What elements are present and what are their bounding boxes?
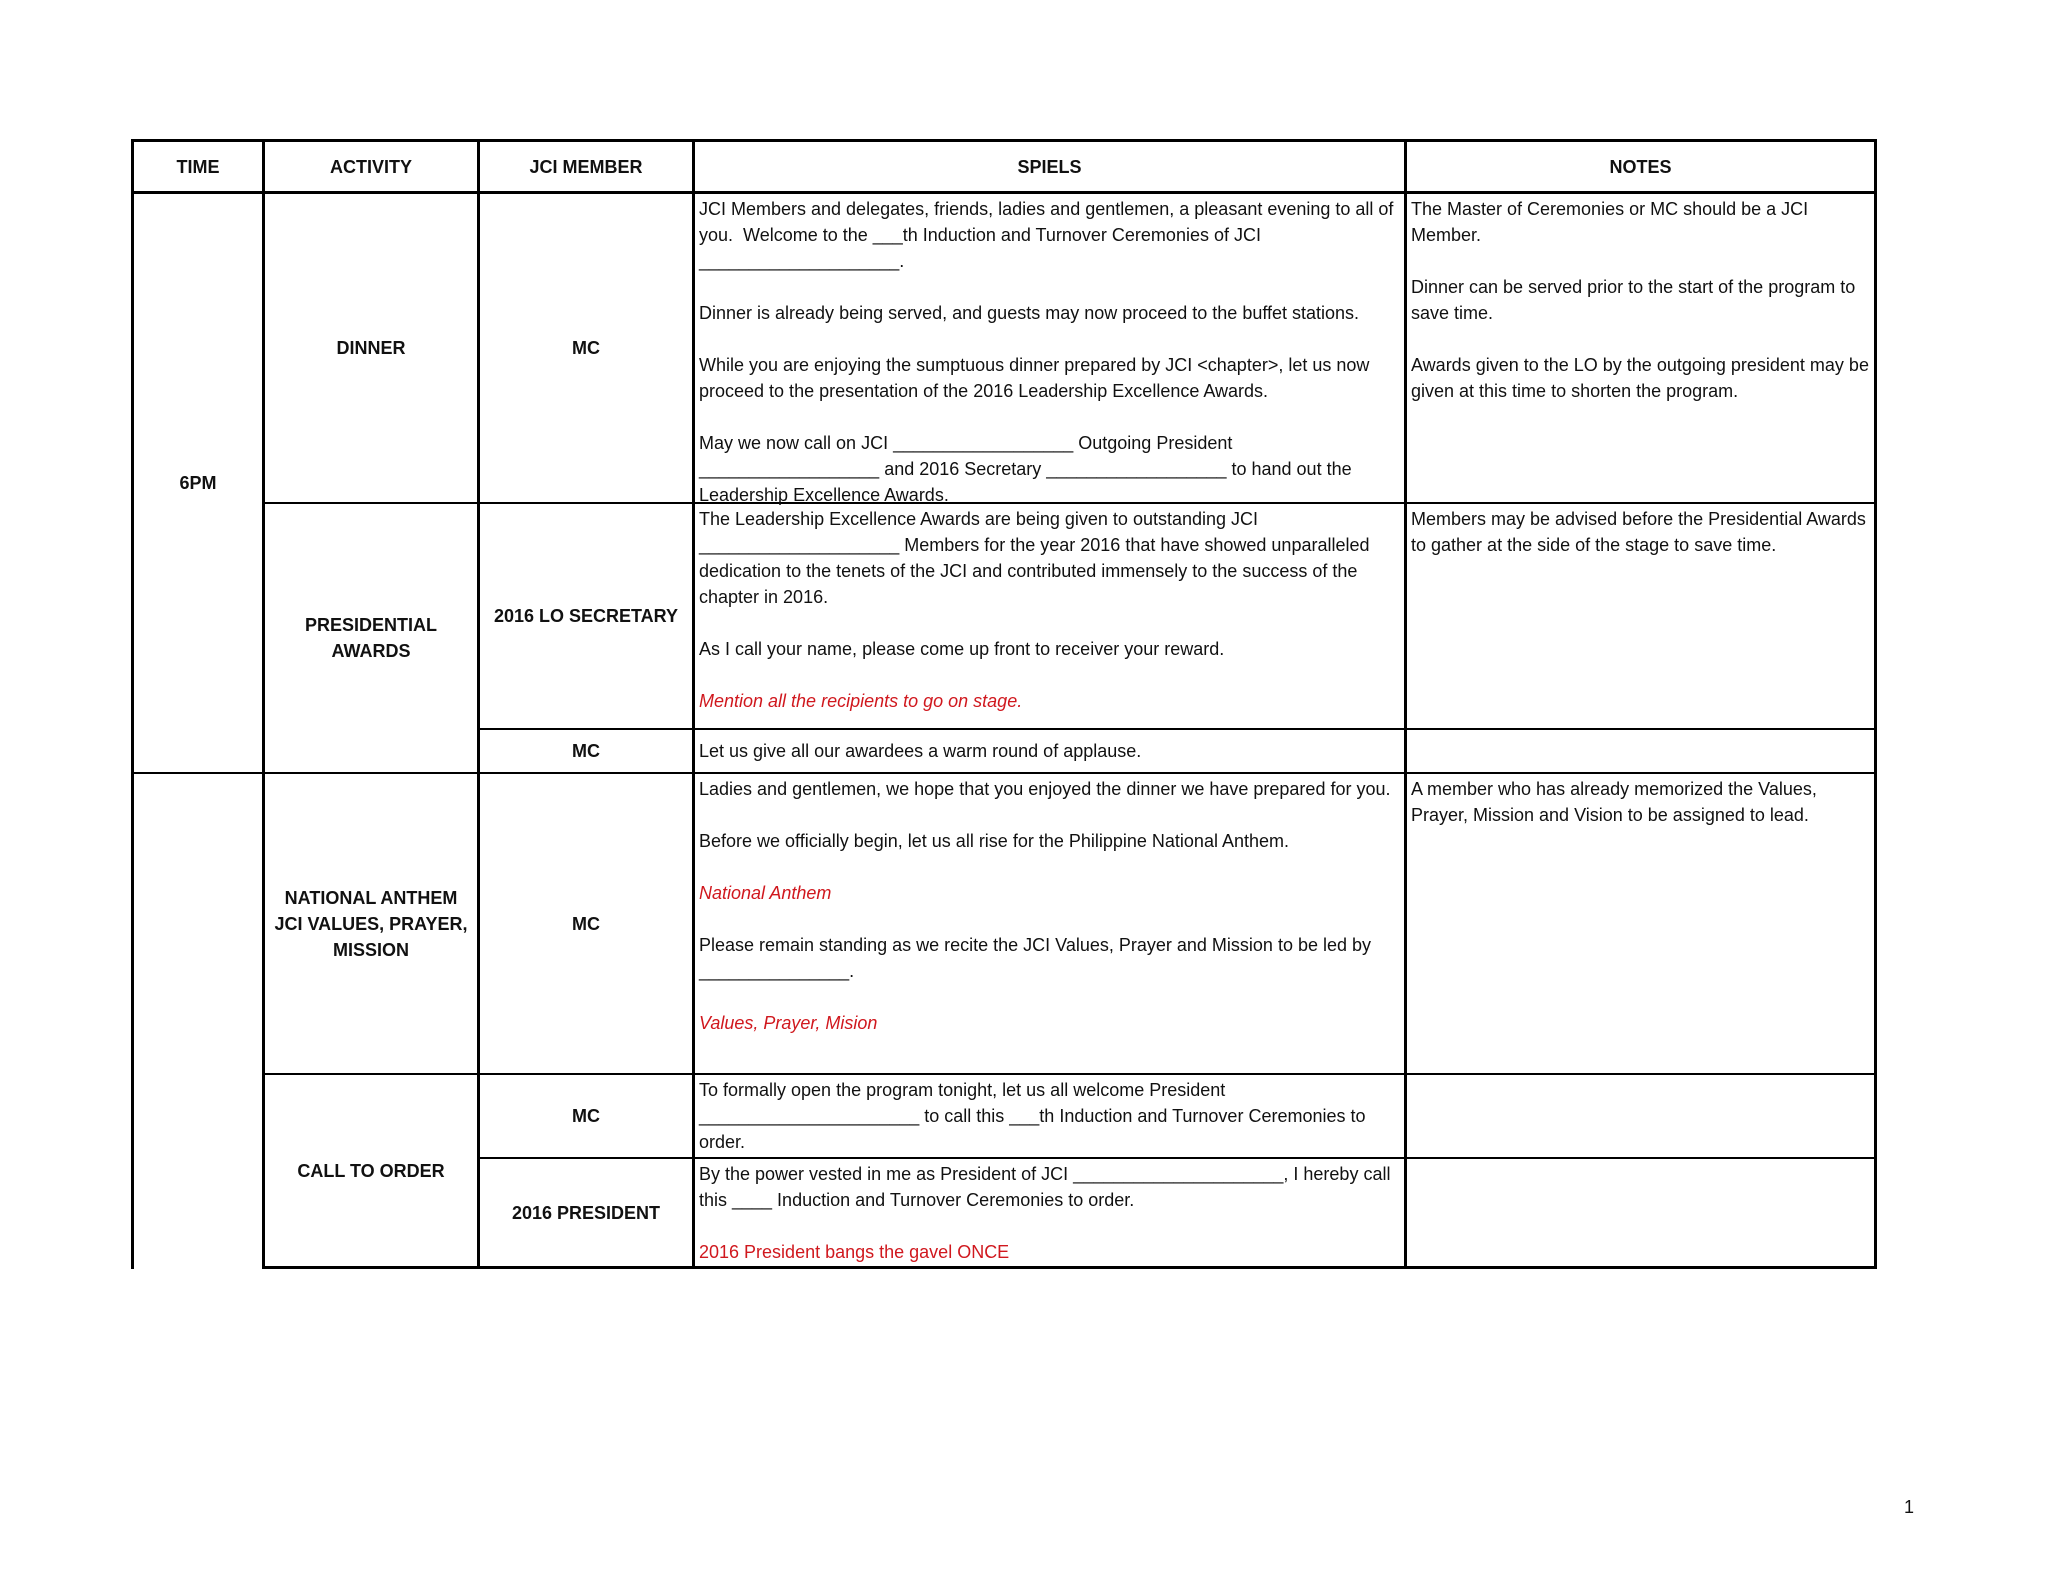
stage-direction: National Anthem — [699, 883, 832, 903]
spiel-line: To formally open the program tonight, let us all welcome President — [699, 1080, 1226, 1100]
header-spiels: SPIELS — [1017, 156, 1082, 177]
time-cell-6pm: 6PM — [179, 473, 217, 493]
spiel-line: May we now call on JCI __________________ Outgoing President — [699, 433, 1233, 453]
time-cell-empty — [134, 774, 262, 1269]
member-cell: MC — [572, 338, 600, 358]
notes-call-to-order-president — [1407, 1159, 1874, 1266]
member-cell: 2016 PRESIDENT — [511, 1202, 661, 1223]
stage-direction: 2016 President bangs the gavel ONCE — [699, 1242, 1010, 1262]
spiel-line — [699, 662, 1400, 688]
stage-direction: Values, Prayer, Mision — [699, 1013, 878, 1033]
spiel-line: The Leadership Excellence Awards are being given to outstanding JCI — [699, 509, 1259, 529]
spiels-presidential-awards — [695, 504, 1404, 728]
spiel-line: you. Welcome to the ___th Induction and Turnover Ceremonies of JCI — [699, 225, 1261, 245]
spiel-line — [699, 854, 1400, 880]
spiel-line: Please remain standing as we recite the JCI Values, Prayer and Mission to be led by — [699, 935, 1372, 955]
activity-dinner: DINNER — [336, 338, 406, 358]
spiel-line — [699, 984, 1400, 1010]
header-jci-member: JCI MEMBER — [529, 156, 643, 177]
activity-national-anthem: NATIONAL ANTHEM JCI VALUES, PRAYER, MISSION — [274, 887, 468, 960]
header-notes: NOTES — [1609, 156, 1672, 177]
spiel-line: Dinner is already being served, and guests may now proceed to the buffet stations. — [699, 303, 1360, 323]
spiel-line — [699, 802, 1400, 828]
notes-national-anthem — [1407, 774, 1874, 1073]
spiels-dinner — [695, 194, 1404, 505]
spiel-line — [699, 906, 1400, 932]
spiel-line: __________________ and 2016 Secretary __________________ to hand out the — [699, 459, 1352, 479]
spiel-line: ______________________ to call this ___th Induction and Turnover Ceremonies to — [699, 1106, 1366, 1126]
spiels-call-to-order-mc — [695, 1075, 1404, 1157]
spiels-call-to-order-president — [695, 1159, 1404, 1266]
spiel-line: chapter in 2016. — [699, 587, 829, 607]
spiel-line: proceed to the presentation of the 2016 Leadership Excellence Awards. — [699, 381, 1269, 401]
spiel-line — [699, 274, 1400, 300]
spiel-line: _______________. — [699, 961, 855, 981]
spiel-line: ____________________. — [699, 251, 905, 271]
spiel-line: Leadership Excellence Awards. — [699, 485, 949, 505]
spiel-line — [699, 610, 1400, 636]
header-activity: ACTIVITY — [329, 156, 412, 177]
notes-presidential-awards — [1407, 504, 1874, 728]
note-line: The Master of Ceremonies or MC should be a JCI — [1411, 199, 1809, 219]
note-line: save time. — [1411, 303, 1494, 323]
note-line: to gather at the side of the stage to save time. — [1411, 535, 1777, 555]
spiel-line: ____________________ Members for the year 2016 that have showed unparalleled — [699, 535, 1370, 555]
spiel-line: Ladies and gentlemen, we hope that you enjoyed the dinner we have prepared for you. — [699, 779, 1391, 799]
spiel-line: By the power vested in me as President of JCI _____________________, I hereby call — [699, 1164, 1391, 1184]
table-border-right — [1874, 139, 1877, 1269]
stage-direction: Mention all the recipients to go on stage. — [699, 691, 1023, 711]
note-line: Dinner can be served prior to the start of the program to — [1411, 277, 1856, 297]
note-line: Member. — [1411, 225, 1482, 245]
member-cell: MC — [572, 1106, 600, 1126]
member-cell: MC — [572, 913, 600, 934]
page-number: 1 — [1904, 1497, 1915, 1517]
activity-presidential-awards: PRESIDENTIAL AWARDS — [304, 615, 437, 661]
notes-dinner — [1407, 194, 1874, 502]
spiel-line: this ____ Induction and Turnover Ceremonies to order. — [699, 1190, 1135, 1210]
spiel-line — [699, 326, 1400, 352]
member-cell: 2016 LO SECRETARY — [493, 606, 679, 626]
spiels-applause — [695, 730, 1404, 772]
note-line: Awards given to the LO by the outgoing president may be — [1411, 355, 1869, 375]
spiel-line: order. — [699, 1132, 746, 1152]
table-border-bottom — [262, 1266, 1877, 1269]
notes-call-to-order-mc — [1407, 1075, 1874, 1157]
program-table — [131, 139, 1877, 1269]
notes-applause — [1407, 730, 1874, 772]
header-time: TIME — [176, 156, 220, 177]
spiel-line — [699, 404, 1400, 430]
member-cell: MC — [572, 741, 600, 761]
spiel-line: While you are enjoying the sumptuous dinner prepared by JCI <chapter>, let us now — [699, 355, 1370, 375]
spiel-line: JCI Members and delegates, friends, ladies and gentlemen, a pleasant evening to all of — [699, 199, 1394, 219]
spiel-line: Let us give all our awardees a warm round of applause. — [699, 741, 1142, 761]
note-line — [1411, 326, 1870, 352]
spiels-national-anthem — [695, 774, 1404, 1073]
activity-call-to-order: CALL TO ORDER — [297, 1160, 445, 1181]
spiel-line: Before we officially begin, let us all rise for the Philippine National Anthem. — [699, 831, 1289, 851]
note-line: Prayer, Mission and Vision to be assigned to lead. — [1411, 805, 1809, 825]
note-line: given at this time to shorten the program. — [1411, 381, 1739, 401]
note-line — [1411, 248, 1870, 274]
note-line: A member who has already memorized the Values, — [1411, 779, 1817, 799]
spiel-line — [699, 1213, 1400, 1239]
spiel-line: dedication to the tenets of the JCI and contributed immensely to the success of the — [699, 561, 1358, 581]
note-line: Members may be advised before the Presidential Awards — [1411, 509, 1866, 529]
spiel-line: As I call your name, please come up front to receiver your reward. — [699, 639, 1225, 659]
